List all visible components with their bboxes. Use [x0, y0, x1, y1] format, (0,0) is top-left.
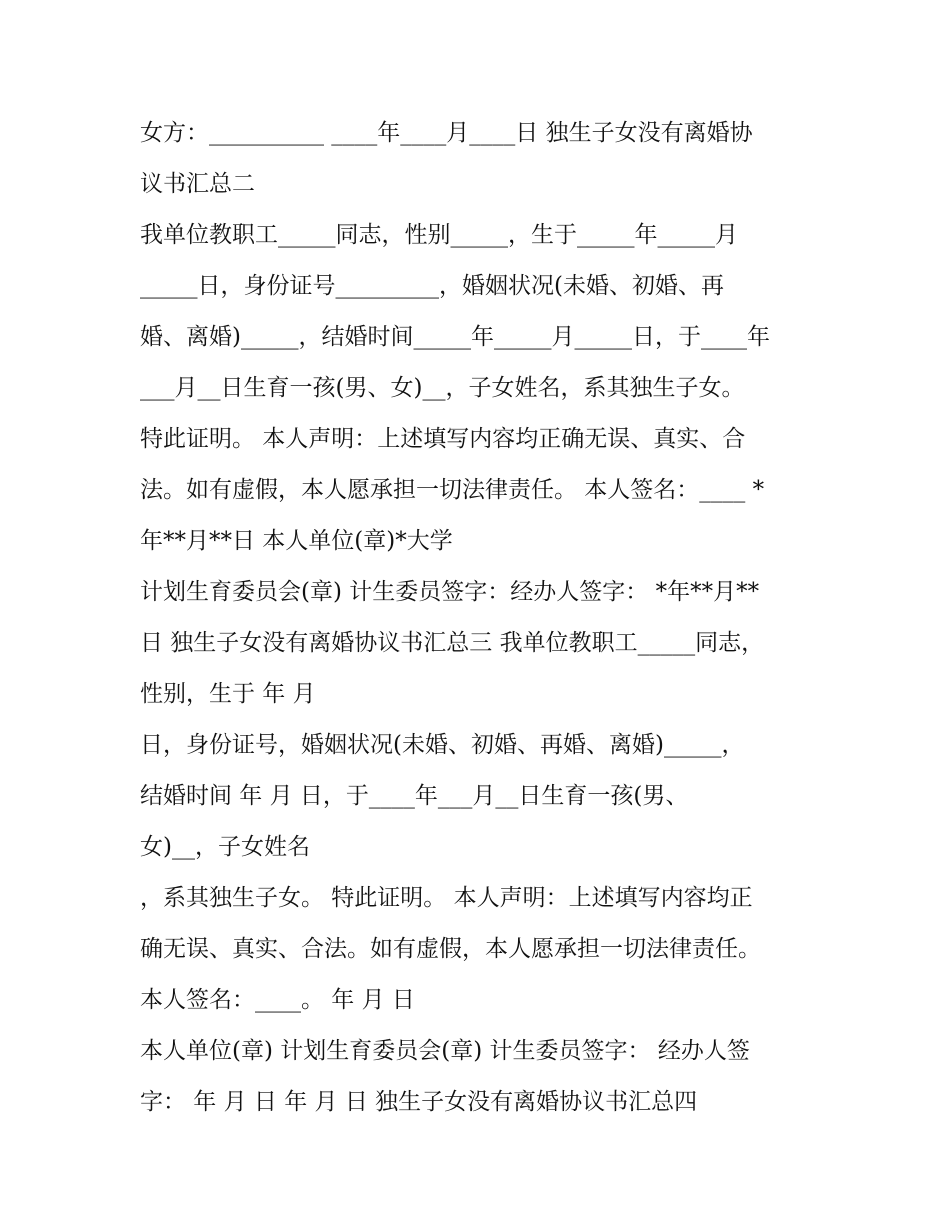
- text-line: 计划生育委员会(章) 计生委员签字：经办人签字： *年**月**: [140, 579, 760, 605]
- text-line: 女方：__________ ____年____月____日 独生子女没有离婚协: [140, 120, 753, 146]
- text-line: 本人签名：____。 年 月 日: [140, 987, 415, 1013]
- text-line: 婚、离婚)_____，结婚时间_____年_____月_____日，于____年: [140, 324, 770, 350]
- text-line: 确无误、真实、合法。如有虚假，本人愿承担一切法律责任。: [140, 936, 761, 962]
- text-line: 议书汇总二: [140, 171, 255, 197]
- text-line: 特此证明。 本人声明：上述填写内容均正确无误、真实、合: [140, 426, 746, 452]
- document-body: [140, 108, 820, 1128]
- text-line: 日 独生子女没有离婚协议书汇总三 我单位教职工_____同志，: [140, 630, 765, 656]
- text-line: ，系其独生子女。 特此证明。 本人声明：上述填写内容均正: [140, 885, 753, 911]
- text-line: 年**月**日 本人单位(章)*大学: [140, 528, 453, 554]
- text-line: ___月__日生育一孩(男、女)__，子女姓名，系其独生子女。: [140, 375, 745, 401]
- text-line: 法。如有虚假，本人愿承担一切法律责任。 本人签名：____ *: [140, 477, 765, 503]
- text-line: 本人单位(章) 计划生育委员会(章) 计生委员签字： 经办人签: [140, 1038, 750, 1064]
- text-line: 结婚时间 年 月 日，于____年___月__日生育一孩(男、: [140, 783, 689, 809]
- text-line: _____日，身份证号_________，婚姻状况(未婚、初婚、再: [140, 273, 724, 299]
- text-line: 性别，生于 年 月: [140, 681, 316, 707]
- text-line: 日，身份证号，婚姻状况(未婚、初婚、再婚、离婚)_____，: [140, 732, 745, 758]
- text-line: 我单位教职工_____同志，性别_____，生于_____年_____月: [140, 222, 738, 248]
- text-line: 字： 年 月 日 年 月 日 独生子女没有离婚协议书汇总四: [140, 1089, 698, 1115]
- text-line: 女)__，子女姓名: [140, 834, 310, 860]
